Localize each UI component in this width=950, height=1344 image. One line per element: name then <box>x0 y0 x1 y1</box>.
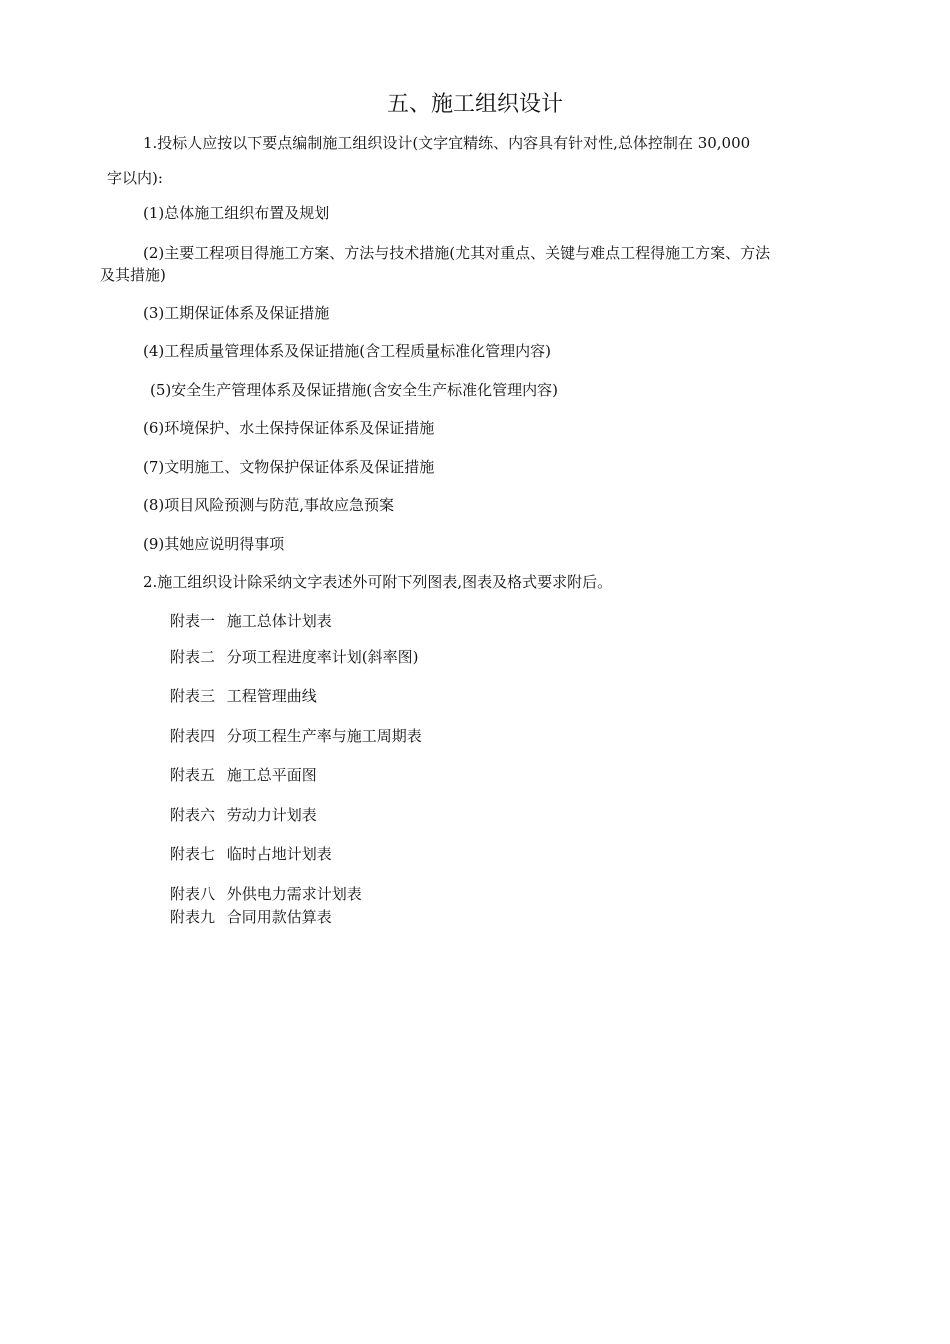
list-item-continuation: 及其措施) <box>100 266 166 284</box>
list-item: (9)其她应说明得事项 <box>143 535 285 553</box>
annex-item <box>170 725 422 747</box>
annex-number: 附表八 <box>170 885 216 903</box>
annex-item <box>170 610 332 632</box>
list-item: (7)文明施工、文物保护保证体系及保证措施 <box>143 458 435 476</box>
annex-item <box>170 883 362 905</box>
annex-number: 附表六 <box>170 806 216 824</box>
annex-number: 附表一 <box>170 612 216 630</box>
list-item: (3)工期保证体系及保证措施 <box>143 304 330 322</box>
annex-name: 施工总体计划表 <box>226 612 332 630</box>
annex-name: 分项工程生产率与施工周期表 <box>226 727 422 745</box>
annex-item <box>170 764 317 786</box>
list-item: (8)项目风险预测与防范,事故应急预案 <box>143 496 395 514</box>
annex-name: 分项工程进度率计划(斜率图) <box>226 648 419 666</box>
annex-number: 附表四 <box>170 727 216 745</box>
annex-number: 附表二 <box>170 648 216 666</box>
annex-name: 劳动力计划表 <box>226 806 317 824</box>
annex-item <box>170 906 332 928</box>
annex-number: 附表五 <box>170 766 216 784</box>
list-item: (6)环境保护、水土保持保证体系及保证措施 <box>143 419 435 437</box>
list-item: (4)工程质量管理体系及保证措施(含工程质量标准化管理内容) <box>143 342 551 360</box>
annex-item <box>170 646 419 668</box>
annex-name: 合同用款估算表 <box>226 908 332 926</box>
note-paragraph: 2.施工组织设计除采纳文字表述外可附下列图表,图表及格式要求附后。 <box>143 573 613 591</box>
annex-number: 附表七 <box>170 845 216 863</box>
page-title: 五、施工组织设计 <box>386 92 563 117</box>
annex-number: 附表三 <box>170 687 216 705</box>
annex-item <box>170 685 317 707</box>
list-item: (2)主要工程项目得施工方案、方法与技术措施(尤其对重点、关键与难点工程得施工方案、方法 <box>143 244 771 262</box>
annex-number: 附表九 <box>170 908 216 926</box>
annex-name: 临时占地计划表 <box>226 845 332 863</box>
annex-item <box>170 843 332 865</box>
annex-name: 外供电力需求计划表 <box>226 885 362 903</box>
list-item: (1)总体施工组织布置及规划 <box>143 204 330 222</box>
intro-paragraph-line-2: 字以内): <box>107 169 163 187</box>
annex-name: 工程管理曲线 <box>226 687 317 705</box>
annex-item <box>170 804 317 826</box>
intro-paragraph-line-1: 1.投标人应按以下要点编制施工组织设计(文字宜精练、内容具有针对性,总体控制在 30,000 <box>143 134 751 152</box>
list-item: (5)安全生产管理体系及保证措施(含安全生产标准化管理内容) <box>150 381 558 399</box>
annex-name: 施工总平面图 <box>226 766 317 784</box>
